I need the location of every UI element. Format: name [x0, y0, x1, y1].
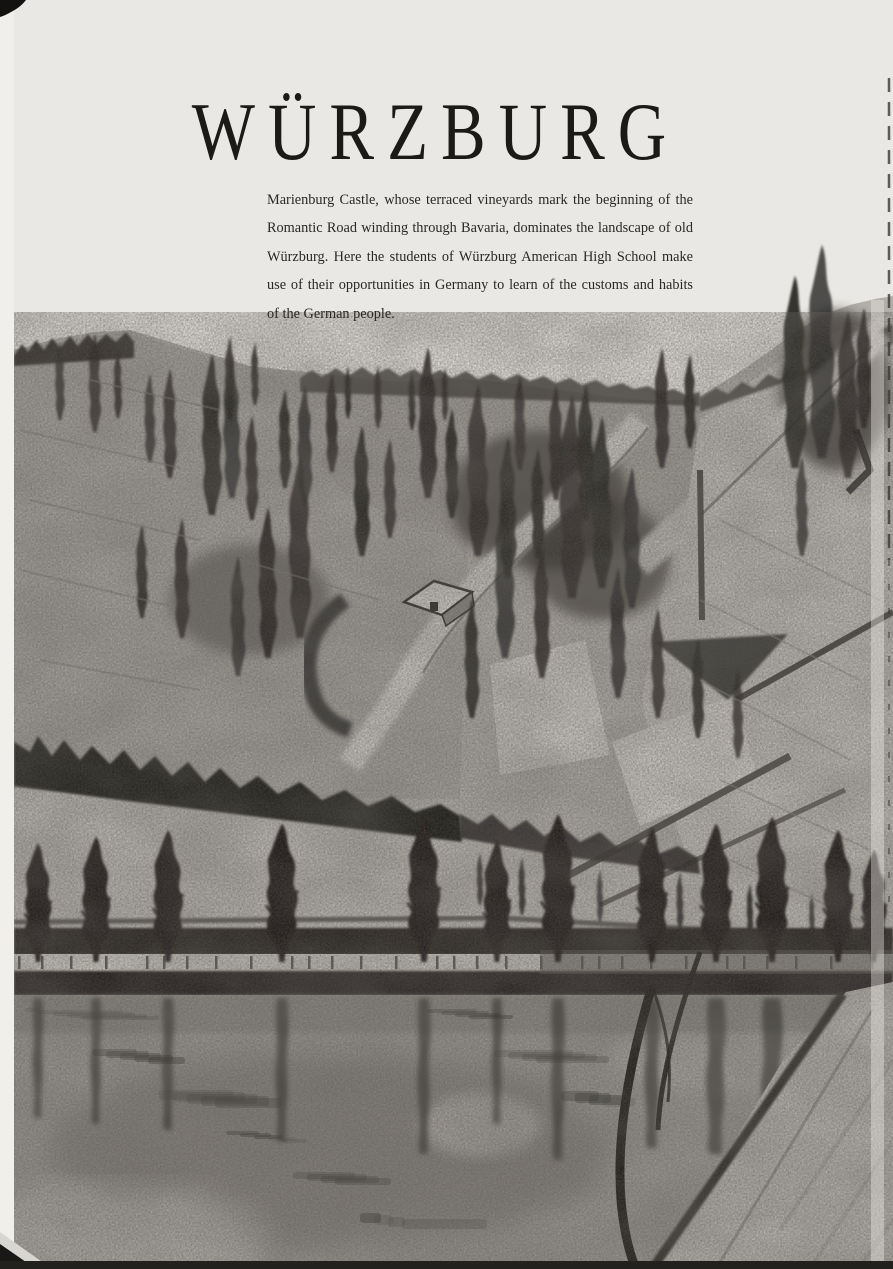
- page-title: WÜRZBURG: [191, 87, 680, 178]
- intro-line: of the German people.: [267, 305, 395, 322]
- intro-line: Romantic Road winding through Bavaria, dominates the landscape of old: [267, 220, 693, 237]
- intro-paragraph: [267, 186, 693, 328]
- intro-line: Würzburg. Here the students of Würzburg American High School make: [267, 248, 693, 265]
- intro-line: use of their opportunities in Germany to learn of the customs and habits: [267, 277, 693, 294]
- charcoal-grain-texture: [14, 312, 893, 1262]
- intro-line: Marienburg Castle, whose terraced vineyards mark the beginning of the: [267, 192, 693, 208]
